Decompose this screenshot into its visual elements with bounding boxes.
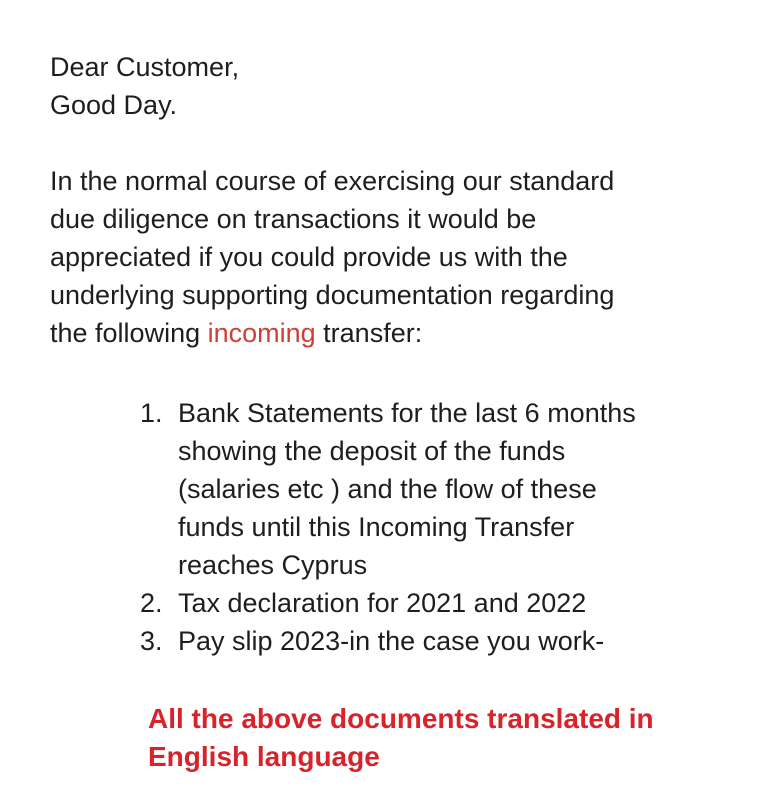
translation-notice: [148, 700, 717, 776]
greeting-line-2: Good Day.: [50, 90, 178, 120]
intro-last-line-suffix: transfer:: [315, 318, 423, 348]
list-item-line: (salaries etc ) and the flow of these: [178, 474, 597, 504]
list-item-number: 3.: [140, 626, 163, 656]
required-documents-list: [50, 394, 717, 660]
list-item-number: 1.: [140, 398, 163, 428]
greeting-block: [50, 48, 717, 124]
list-item-line: reaches Cyprus: [178, 550, 368, 580]
list-item-number: 2.: [140, 588, 163, 618]
greeting-line-1: Dear Customer,: [50, 52, 240, 82]
intro-line: underlying supporting documentation regarding: [50, 280, 615, 310]
list-item-line: showing the deposit of the funds: [178, 436, 566, 466]
intro-line: In the normal course of exercising our standard: [50, 166, 615, 196]
notice-line: All the above documents translated in: [148, 703, 654, 734]
notice-line: English language: [148, 741, 380, 772]
list-item-text: [178, 622, 717, 660]
list-item-line: Bank Statements for the last 6 months: [178, 398, 636, 428]
list-item: [50, 584, 717, 622]
incoming-highlight: incoming: [207, 318, 316, 348]
list-item: [50, 622, 717, 660]
intro-line: appreciated if you could provide us with the: [50, 242, 568, 272]
list-item-text: [178, 584, 717, 622]
intro-last-line: [50, 314, 717, 352]
list-item-line: Pay slip 2023-in the case you work-: [178, 626, 605, 656]
list-item-text: [178, 394, 717, 584]
list-item: [50, 394, 717, 584]
intro-line: due diligence on transactions it would be: [50, 204, 537, 234]
intro-last-line-prefix: the following: [50, 318, 208, 348]
list-item-line: funds until this Incoming Transfer: [178, 512, 575, 542]
list-item-line: Tax declaration for 2021 and 2022: [178, 588, 587, 618]
intro-paragraph: [50, 162, 717, 352]
